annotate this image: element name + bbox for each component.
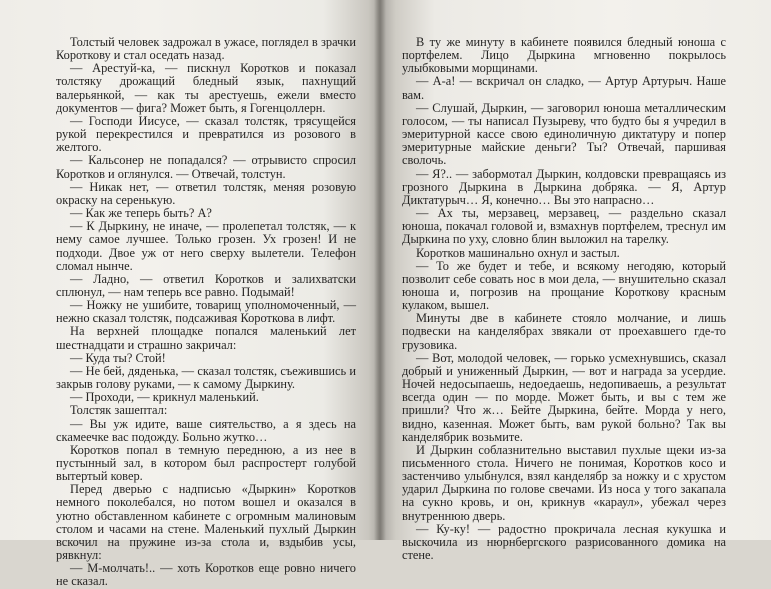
paragraph: — Арестуй-ка, — пискнул Коротков и показал толстяку дрожащий бледный язык, пахнущий валерьянкой, — как ты арестуешь, ежели вместо документов — фига? Может быть, я Гогенцоллерн. <box>56 61 356 115</box>
paragraph: И Дыркин соблазнительно выставил пухлые щеки из-за письменного стола. Ничего не понимая, Коротков косо и застенчиво улыбнулся, взял канделябр за ножку и с хрустом ударил Дыркина по голове свечами. Из носа у того закапала на сукно кровь, и он, крикнув «караул», убежал через внутреннюю дверь. <box>402 442 726 523</box>
paragraph: — Ку-ку! — радостно прокричала лесная кукушка и выскочила из нюрнбергского разрисованного домика на стене. <box>402 521 726 563</box>
paragraph: — Ах ты, мерзавец, мерзавец, — раздельно сказал юноша, покачал головой и, взмахнув портфелем, треснул им Дыркина по уху, словно блин выложил на тарелку. <box>402 206 726 247</box>
paragraph: — Проходи, — крикнул маленький. <box>70 390 259 405</box>
paragraph: Толстяк зашептал: <box>70 403 168 418</box>
paragraph: — Ножку не ушибите, товарищ уполномоченный, — нежно сказал толстяк, подсаживая Короткова в лифт. <box>56 298 356 326</box>
left-page <box>0 0 380 589</box>
paragraph: На верхней площадке попался маленький лет шестнадцати и страшно закричал: <box>56 324 356 352</box>
paragraph: — То же будет и тебе, и всякому негодяю, который позволит себе совать нос в мои дела, — внушительно сказал юноша и, погрозив на прощание Короткову красным кулаком, вышел. <box>402 258 726 313</box>
paragraph: — Как же теперь быть? А? <box>70 206 212 221</box>
paragraph: — К Дыркину, не иначе, — пролепетал толстяк, — к нему самое лучшее. Только грозен. Ух грозен! И не подходи. Двое уж от него сверху вылетели. Телефон сломал нынче. <box>56 219 356 273</box>
paragraph: — Не бей, дяденька, — сказал толстяк, съежившись и закрыв голову руками, — к самому Дыркину. <box>56 363 356 392</box>
paragraph: — Никак нет, — ответил толстяк, меняя розовую окраску на серенькую. <box>56 179 356 207</box>
paragraph: — М-молчать!.. — хоть Коротков еще ровно ничего не сказал. <box>56 561 356 589</box>
paragraph: — Ладно, — ответил Коротков и залихватски сплюнул, — нам теперь все равно. Подымай! <box>56 271 356 299</box>
right-page <box>380 0 771 563</box>
paragraph: Перед дверью с надписью «Дыркин» Коротков немного поколебался, но потом вошел и оказался в уютно обставленном кабинете с огромным малиновым столом и часами на стене. Маленький пухлый Дыркин вскочил на пружине из-за стола и, вздыбив усы, рявкнул: <box>56 482 356 563</box>
paragraph: — Господи Иисусе, — сказал толстяк, трясущейся рукой перекрестился и превратился из розового в желтого. <box>56 113 356 155</box>
paragraph: — А-а! — вскричал он сладко, — Артур Артурыч. Наше вам. <box>402 74 726 102</box>
paragraph: — Вы уж идите, ваше сиятельство, а я здесь на скамеечке вас подожду. Больно жутко… <box>56 416 356 444</box>
paragraph: — Слушай, Дыркин, — заговорил юноша металлическим голосом, — ты написал Пузыреву, что будто бы я учредил в эмеритурной кассе свою единоличную диктатуру и попер эмеритурные майские деньги? Ты? Отвечай, паршивая сволочь. <box>402 100 726 168</box>
paragraph: — Куда ты? Стой! <box>70 350 166 365</box>
left-page-text <box>56 36 356 589</box>
right-page-text <box>402 36 726 562</box>
paragraph: Коротков машинально охнул и застыл. <box>416 245 620 260</box>
book-gutter <box>374 0 386 540</box>
paragraph: Минуты две в кабинете стояло молчание, и лишь подвески на канделябрах звякали от проехавшего где-то грузовика. <box>402 311 726 352</box>
paragraph: В ту же минуту в кабинете появился бледный юноша с портфелем. Лицо Дыркина мгновенно покрылось улыбковыми морщинами. <box>402 35 726 76</box>
paragraph: Коротков попал в темную переднюю, а из нее в пустынный зал, в котором был распростерт голубой вытертый ковер. <box>56 442 356 484</box>
paragraph: — Вот, молодой человек, — горько усмехнувшись, сказал добрый и униженный Дыркин, — вот и награда за усердие. Ночей недосыпаешь, недоедаешь, недопиваешь, а результат всегда один — по морде. Может быть, и вы с тем же пришли? Что ж… Бейте Дыркина, бейте. Морда у него, видно, казенная. Может быть, вам рукой больно? Так вы канделябрик возьмите. <box>402 350 726 444</box>
paragraph: — Я?.. — забормотал Дыркин, колдовски превращаясь из грозного Дыркина в Дыркина добряка. — Я, Артур Диктатурыч… Я, конечно… Вы это напрасно… <box>402 166 726 207</box>
paragraph: Толстый человек задрожал в ужасе, поглядел в зрачки Короткову и стал оседать назад. <box>56 35 356 63</box>
paragraph: — Кальсонер не попадался? — отрывисто спросил Коротков и оглянулся. — Отвечай, толстун. <box>56 153 356 181</box>
